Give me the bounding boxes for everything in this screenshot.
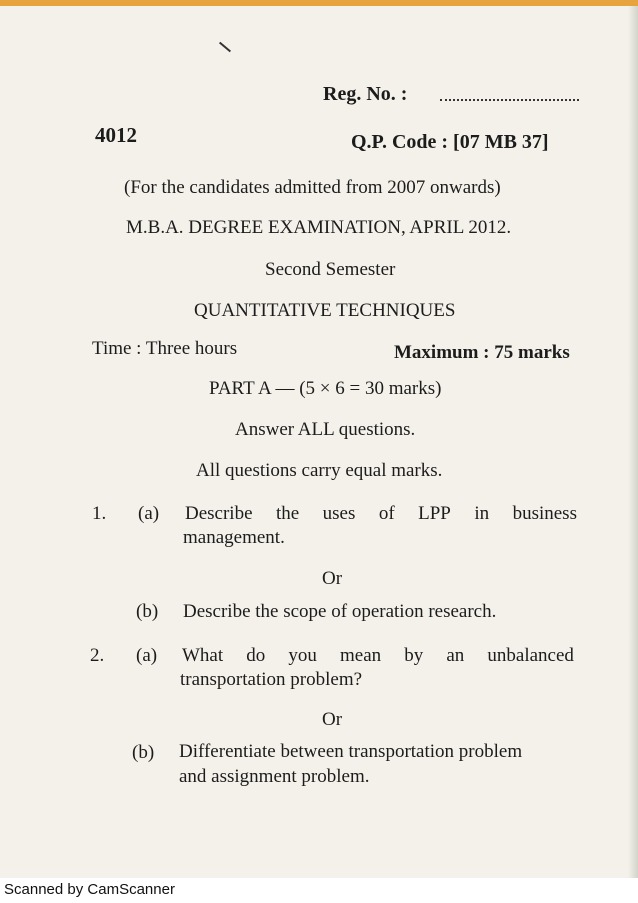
paper-code: 4012 — [95, 123, 137, 147]
question-1a-line-2: management. — [183, 527, 285, 548]
admitted-note: (For the candidates admitted from 2007 onwards) — [124, 177, 501, 198]
word: of — [378, 503, 395, 524]
question-2a-line-1 — [182, 646, 574, 665]
scanner-footer — [0, 878, 638, 903]
word: by — [404, 645, 424, 666]
word: in — [474, 503, 490, 524]
option-label: (b) — [132, 742, 155, 763]
word: mean — [339, 645, 382, 666]
word: an — [446, 645, 465, 666]
instruction-answer-all: Answer ALL questions. — [235, 419, 416, 440]
reg-no-label: Reg. No. : — [323, 83, 408, 105]
question-number: 1. — [92, 503, 107, 524]
question-2b-line-1: Differentiate between transportation problem — [179, 741, 523, 762]
instruction-equal-marks: All questions carry equal marks. — [196, 460, 443, 481]
word: do — [246, 645, 266, 666]
part-a-heading: PART A — (5 × 6 = 30 marks) — [209, 378, 442, 399]
or-separator: Or — [322, 709, 343, 730]
word: the — [275, 503, 300, 524]
scanner-note: Scanned by CamScanner — [4, 881, 175, 898]
maximum-marks: Maximum : 75 marks — [394, 342, 570, 363]
word: LPP — [418, 503, 451, 524]
option-label: (a) — [136, 645, 158, 666]
word: What — [182, 645, 224, 666]
time-allowed: Time : Three hours — [92, 338, 238, 359]
option-label: (a) — [138, 503, 160, 524]
qp-code: Q.P. Code : [07 MB 37] — [351, 131, 549, 153]
scan-mark — [219, 42, 231, 53]
subject-title: QUANTITATIVE TECHNIQUES — [194, 300, 456, 321]
word: you — [288, 645, 317, 666]
or-separator: Or — [322, 568, 343, 589]
question-2b-line-2: and assignment problem. — [179, 766, 370, 787]
question-number: 2. — [90, 645, 105, 666]
question-1a-line-1 — [185, 504, 577, 523]
word: unbalanced — [487, 645, 574, 666]
word: Describe — [185, 503, 253, 524]
word: uses — [322, 503, 356, 524]
option-label: (b) — [136, 601, 159, 622]
question-2a-line-2: transportation problem? — [180, 669, 363, 690]
word: business — [512, 503, 577, 524]
question-1b-text: Describe the scope of operation research. — [183, 601, 497, 622]
degree-title: M.B.A. DEGREE EXAMINATION, APRIL 2012. — [126, 217, 512, 238]
reg-no-blank — [440, 99, 579, 101]
semester: Second Semester — [265, 259, 396, 280]
